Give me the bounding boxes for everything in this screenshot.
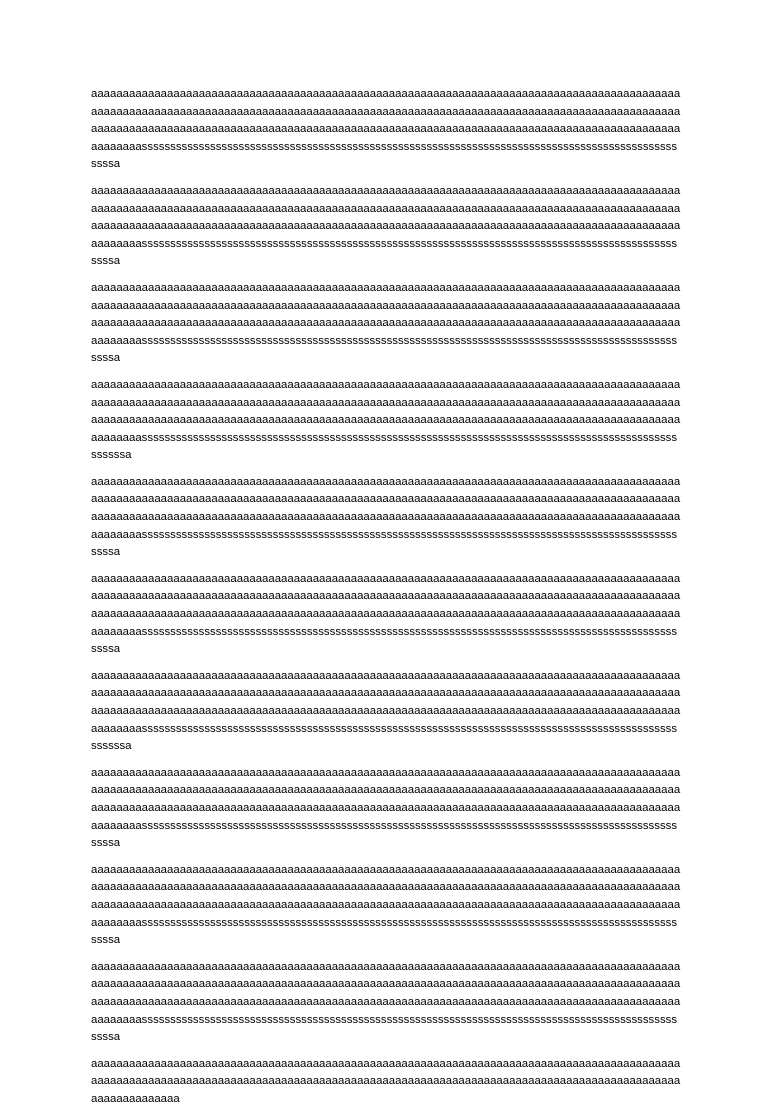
paragraph: aaaaaaaaaaaaaaaaaaaaaaaaaaaaaaaaaaaaaaaaaaaaaaaaaaaaaaaaaaaaaaaaaaaaaaaaaaaaaaaaaaaaaaaaaaaaaaaaaaaaaaaaaaaaaaaaaaaaaaaaaaaaaaaaaaaaaaaaaaaaaaaaaaaaaaaaaaaaaaaaaaaaaaaaaaaaaaaaaaaaaaaaaaaaaaaaaaaaaaaaaaaaaaaaaaaaaaaaaaaaaaaaaaaaaaaaaaaaaaaaaaaaaaaaaaaaaaaaaaaaaaaaaaaaaaaaaaaaaaaaaaaaaaassssssssssssssssssssssssssssssssssssssssssssssssssssssssssssssssssssssssssssssssssssssssssssssssssa — [91, 766, 681, 850]
paragraph: aaaaaaaaaaaaaaaaaaaaaaaaaaaaaaaaaaaaaaaaaaaaaaaaaaaaaaaaaaaaaaaaaaaaaaaaaaaaaaaaaaaaaaaaaaaaaaaaaaaaaaaaaaaaaaaaaaaaaaaaaaaaaaaaaaaaaaaaaaaaaaaaaaaaaaaaaaaaaaaaaaaaaaaaaaaaaaaaaaaaaaaaaaaaaaaaaaaaaaaaaaaaaaaaaaaaaaaaaaaaaaaaaaaaaaaaaaaaaaaaaaaaaaaaaaaaaaaaaaaaaaaaaaaaaaaaaaaaaaaaaaaaaaassssssssssssssssssssssssssssssssssssssssssssssssssssssssssssssssssssssssssssssssssssssssssssssssssa — [91, 863, 681, 947]
paragraph: aaaaaaaaaaaaaaaaaaaaaaaaaaaaaaaaaaaaaaaaaaaaaaaaaaaaaaaaaaaaaaaaaaaaaaaaaaaaaaaaaaaaaaaaaaaaaaaaaaaaaaaaaaaaaaaaaaaaaaaaaaaaaaaaaaaaaaaaaaaaaaaaaaaaaaaaaaaaaaaaaaaaaaaaaaaaaaaaaaaaaaaaaaaaaaaaaaaaaaaaaaaaaaaaaaaaaaaaaaaaaaaaaaaaaaaaaaaaaaaaaaaaaaaaaaaaaaaaaaaaaaaaaaaaaaaaaaaaaaaaaaaaaaassssssssssssssssssssssssssssssssssssssssssssssssssssssssssssssssssssssssssssssssssssssssssssssssssa — [91, 184, 681, 268]
paragraph: aaaaaaaaaaaaaaaaaaaaaaaaaaaaaaaaaaaaaaaaaaaaaaaaaaaaaaaaaaaaaaaaaaaaaaaaaaaaaaaaaaaaaaaaaaaaaaaaaaaaaaaaaaaaaaaaaaaaaaaaaaaaaaaaaaaaaaaaaaaaaaaaaaaaaaaaaaaaaaaaaaaaaaaaaaaaaaaaaaaaaaaaaaaaaaaaaaaaaaaaaaaaaaaaaaaaaaaaaaaaaaaaaaaaaaaaaaaaaaaaaaaaaaaaaaaaaaaaaaaaaaaaaaaaaaaaaaaaaaaaaaaaaaassssssssssssssssssssssssssssssssssssssssssssssssssssssssssssssssssssssssssssssssssssssssssssssssssssa — [91, 378, 681, 462]
paragraph: aaaaaaaaaaaaaaaaaaaaaaaaaaaaaaaaaaaaaaaaaaaaaaaaaaaaaaaaaaaaaaaaaaaaaaaaaaaaaaaaaaaaaaaaaaaaaaaaaaaaaaaaaaaaaaaaaaaaaaaaaaaaaaaaaaaaaaaaaaaaaaaaaaaaaaaaaaaaaaaaaaaaaaaaaaaaaaaaaaaaaaaaaaaaaaaaaaaaaaaaaaaaaaaaaaaaaaaaaaaaaaaaaaaaaaaaaaaaaaaaaaaaaaaaaaaaaaaaaaaaaaaaaaaaaaaaaaaaaaaaaaaaaaassssssssssssssssssssssssssssssssssssssssssssssssssssssssssssssssssssssssssssssssssssssssssssssssssssa — [91, 669, 681, 753]
paragraph: aaaaaaaaaaaaaaaaaaaaaaaaaaaaaaaaaaaaaaaaaaaaaaaaaaaaaaaaaaaaaaaaaaaaaaaaaaaaaaaaaaaaaaaaaaaaaaaaaaaaaaaaaaaaaaaaaaaaaaaaaaaaaaaaaaaaaaaaaaaaaaaaaaaaaaaaaaaaaaaaaaaaaaaaaaaaaaaaaaaaaaaaaaaaaaaaaaaaaaaaaaaaaaaaaaaaaaaaaaaaaaaaaaaaaaaaaaaaaaaaaaaaaaaaaaaaaaaaaaaaaaaaaaaaaaaaaaaaaaaaaaaaaaassssssssssssssssssssssssssssssssssssssssssssssssssssssssssssssssssssssssssssssssssssssssssssssssssa — [91, 475, 681, 559]
paragraph: aaaaaaaaaaaaaaaaaaaaaaaaaaaaaaaaaaaaaaaaaaaaaaaaaaaaaaaaaaaaaaaaaaaaaaaaaaaaaaaaaaaaaaaaaaaaaaaaaaaaaaaaaaaaaaaaaaaaaaaaaaaaaaaaaaaaaaaaaaaaaaaaaaaaaaaaaaaaaaaaaaaaaaaaaaaaaaaaaaaaaaaaaaaaaaaaaaaaaaaaaaaaaaaaaaaaaaaaaaaaaaaaaaaaaaaaaaaaaaaaaaaaaaaaaaaaaaaaaaaaaaaaaaaaaaaaaaaaaaaaaaaaaaassssssssssssssssssssssssssssssssssssssssssssssssssssssssssssssssssssssssssssssssssssssssssssssssssa — [91, 281, 681, 365]
paragraph: aaaaaaaaaaaaaaaaaaaaaaaaaaaaaaaaaaaaaaaaaaaaaaaaaaaaaaaaaaaaaaaaaaaaaaaaaaaaaaaaaaaaaaaaaaaaaaaaaaaaaaaaaaaaaaaaaaaaaaaaaaaaaaaaaaaaaaaaaaaaaaaaaaaaaaaaaaaaaaaaaaaaaaaaaaaaaaaaaaaaaaaaaaaaaaaaaaaaaaaaaaaaaaaaaaaaaaaaaaaaaaaaaaaaaaaaaaaaaaaaaaaaaaaaaaaaaaaaaaaaaaaaaaaaaaaaaaaaaaaaaaaaaaassssssssssssssssssssssssssssssssssssssssssssssssssssssssssssssssssssssssssssssssssssssssssssssssssa — [91, 88, 681, 171]
paragraph: aaaaaaaaaaaaaaaaaaaaaaaaaaaaaaaaaaaaaaaaaaaaaaaaaaaaaaaaaaaaaaaaaaaaaaaaaaaaaaaaaaaaaaaaaaaaaaaaaaaaaaaaaaaaaaaaaaaaaaaaaaaaaaaaaaaaaaaaaaaaaaaaaaaaaaaaaaaaaaaaaaaaaaaaaaaaaaaaaaaaaaaaaaaaaaaaaaaaaaaa — [91, 1057, 681, 1105]
paragraph: aaaaaaaaaaaaaaaaaaaaaaaaaaaaaaaaaaaaaaaaaaaaaaaaaaaaaaaaaaaaaaaaaaaaaaaaaaaaaaaaaaaaaaaaaaaaaaaaaaaaaaaaaaaaaaaaaaaaaaaaaaaaaaaaaaaaaaaaaaaaaaaaaaaaaaaaaaaaaaaaaaaaaaaaaaaaaaaaaaaaaaaaaaaaaaaaaaaaaaaaaaaaaaaaaaaaaaaaaaaaaaaaaaaaaaaaaaaaaaaaaaaaaaaaaaaaaaaaaaaaaaaaaaaaaaaaaaaaaaaaaaaaaaassssssssssssssssssssssssssssssssssssssssssssssssssssssssssssssssssssssssssssssssssssssssssssssssssa — [91, 960, 681, 1044]
document-page — [91, 86, 681, 1117]
paragraph: aaaaaaaaaaaaaaaaaaaaaaaaaaaaaaaaaaaaaaaaaaaaaaaaaaaaaaaaaaaaaaaaaaaaaaaaaaaaaaaaaaaaaaaaaaaaaaaaaaaaaaaaaaaaaaaaaaaaaaaaaaaaaaaaaaaaaaaaaaaaaaaaaaaaaaaaaaaaaaaaaaaaaaaaaaaaaaaaaaaaaaaaaaaaaaaaaaaaaaaaaaaaaaaaaaaaaaaaaaaaaaaaaaaaaaaaaaaaaaaaaaaaaaaaaaaaaaaaaaaaaaaaaaaaaaaaaaaaaaaaaaaaaaassssssssssssssssssssssssssssssssssssssssssssssssssssssssssssssssssssssssssssssssssssssssssssssssssa — [91, 572, 681, 656]
